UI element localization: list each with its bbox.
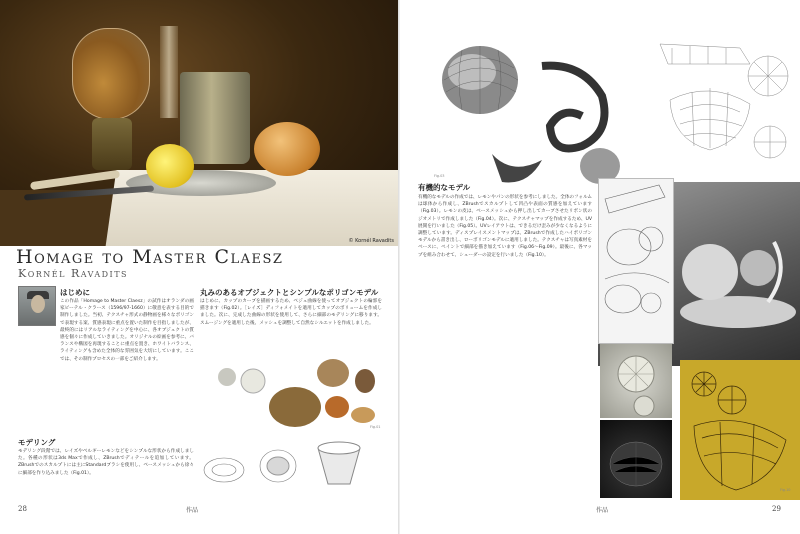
walnut-render: [205, 355, 380, 430]
almond: [351, 407, 375, 423]
lemon-sphere-highlight: [448, 54, 496, 90]
roemer-glass: [72, 28, 150, 120]
page-number-right: 29: [772, 505, 781, 513]
organic-heading: 有機的なモデル: [418, 183, 471, 192]
still-life-painting: [0, 0, 400, 246]
peel-ribbon: [542, 66, 605, 149]
author-avatar: [18, 286, 56, 326]
running-head-left: 作品: [186, 507, 199, 514]
image-credit: © Kornél Ravadits: [348, 238, 394, 244]
fig-label: Fig.10: [780, 488, 791, 492]
cup-rim: [318, 442, 360, 454]
wire-ring-1-inner: [212, 464, 236, 476]
walnut-main: [269, 387, 321, 427]
col2-heading: 丸みのあるオブジェクトとシンプルなポリゴンモデル: [200, 288, 379, 297]
intro-heading: はじめに: [60, 288, 90, 297]
bread-roll: [254, 122, 320, 176]
ball-1: [218, 368, 236, 386]
modeling-heading: モデリング: [18, 438, 56, 447]
fig-label: Fig.01: [370, 425, 381, 429]
ball-2: [241, 369, 265, 393]
glass-stem: [92, 118, 132, 170]
article-author: Kornél Ravadits: [18, 267, 129, 280]
page-number-left: 28: [18, 505, 27, 513]
col2-text: はじめに、カップのカーブを描画するため、ベジェ曲線を使ってオブジェクトの輪郭を描きます（Fig.02）。［レイズ］ディフォメイトを適用してカップのボリュームを作成しました。次に、完成した曲線の形状を使用して、さらに細部のモデリングに移ります。スムージングを適用した後、メッシュを調整して自然なシルエットを作成しました。: [200, 299, 382, 326]
fig-label: Fig.03: [434, 174, 445, 178]
peel-curl: [492, 154, 542, 183]
intro-text: この作品「Homage to Master Claesz」の試作はオランダの画家ピーテル・クラース（1596/97-1660）に敬意を表する目的で制作しました。当初、テクスチャ形式の静物画を様々なポリゴンで表現する案、質感表現に重点を置いた制作を目指しましたが、最終的にはリアルなライティングを中心に、各オブジェクトの質感を個々に作成していきました。オリジナルの絵画を参考に、バランスや構図を再現することに重点を置き、ホワイトバランス、ライティングも含めた全体的な雰囲気を大切にしています。ここでは、その制作プロセスの一部をご紹介します。: [60, 299, 194, 362]
walnut-2: [355, 369, 375, 393]
lemon-wireframe-render: [432, 36, 622, 196]
wire-ring-1: [204, 458, 244, 482]
lemon-slice-texture: [600, 344, 672, 418]
running-head-right: 作品: [596, 507, 609, 514]
lemon-sketch: [598, 178, 674, 344]
hazelnut: [325, 396, 349, 418]
diffuse-texture-map: [680, 360, 800, 500]
bump-map: [600, 420, 672, 498]
uv-wireframe: [650, 30, 800, 180]
modeling-text: モデリング段階では、レイズやベルギーレモンなどをシンプルな形状から作成しました。各種の形状は3ds Maxで作成し、ZBrushでディテールを追加しています。ZBrushでのスカルプトには主にStandardブラシを使用し、ベースメッシュから徐々に細部を作り込みました（Fig.01）。: [18, 449, 194, 476]
walnut-top: [317, 359, 349, 387]
ring-wireframes: [200, 436, 370, 496]
ring-2-shaded: [267, 457, 289, 475]
lemon-left: [682, 244, 738, 300]
lemon: [146, 144, 194, 188]
organic-text: 有機的なモデルの作成では、レモンやパンの形状を参考にしました。全体のフォルムは球体から作成し、ZBrushでスカルプトして凹凸や表面の質感を加えています（Fig.03）。レモンの皮は、ベースメッシュから押し出してカーブさせたリボン状のジオメトリで作成しました（Fig.04）。次に、テクスチャマップを作成するため、UV展開を行いました（Fig.05）。UVレイアウトは、できるだけ歪みが少なくなるように調整しています。ディスプレイスメントマップは、ZBrushで作成したハイポリゴンモデルから書き出し、ローポリゴンモデルに適用しました。テクスチャは写真素材をベースに、ペイントで細部を描き加えています（Fig.06～Fig.09）。最後に、各マップを組み合わせて、シェーダーの設定を行いました（Fig.10）。: [418, 195, 592, 258]
right-page: [400, 0, 800, 534]
lemon-right: [740, 250, 776, 286]
clay-pipe: [30, 170, 120, 190]
pewter-tankard: [180, 72, 250, 164]
plate: [680, 296, 796, 328]
avatar-face: [31, 295, 45, 313]
article-title: Homage to Master Claesz: [16, 246, 284, 268]
flute-glass: [160, 26, 178, 118]
